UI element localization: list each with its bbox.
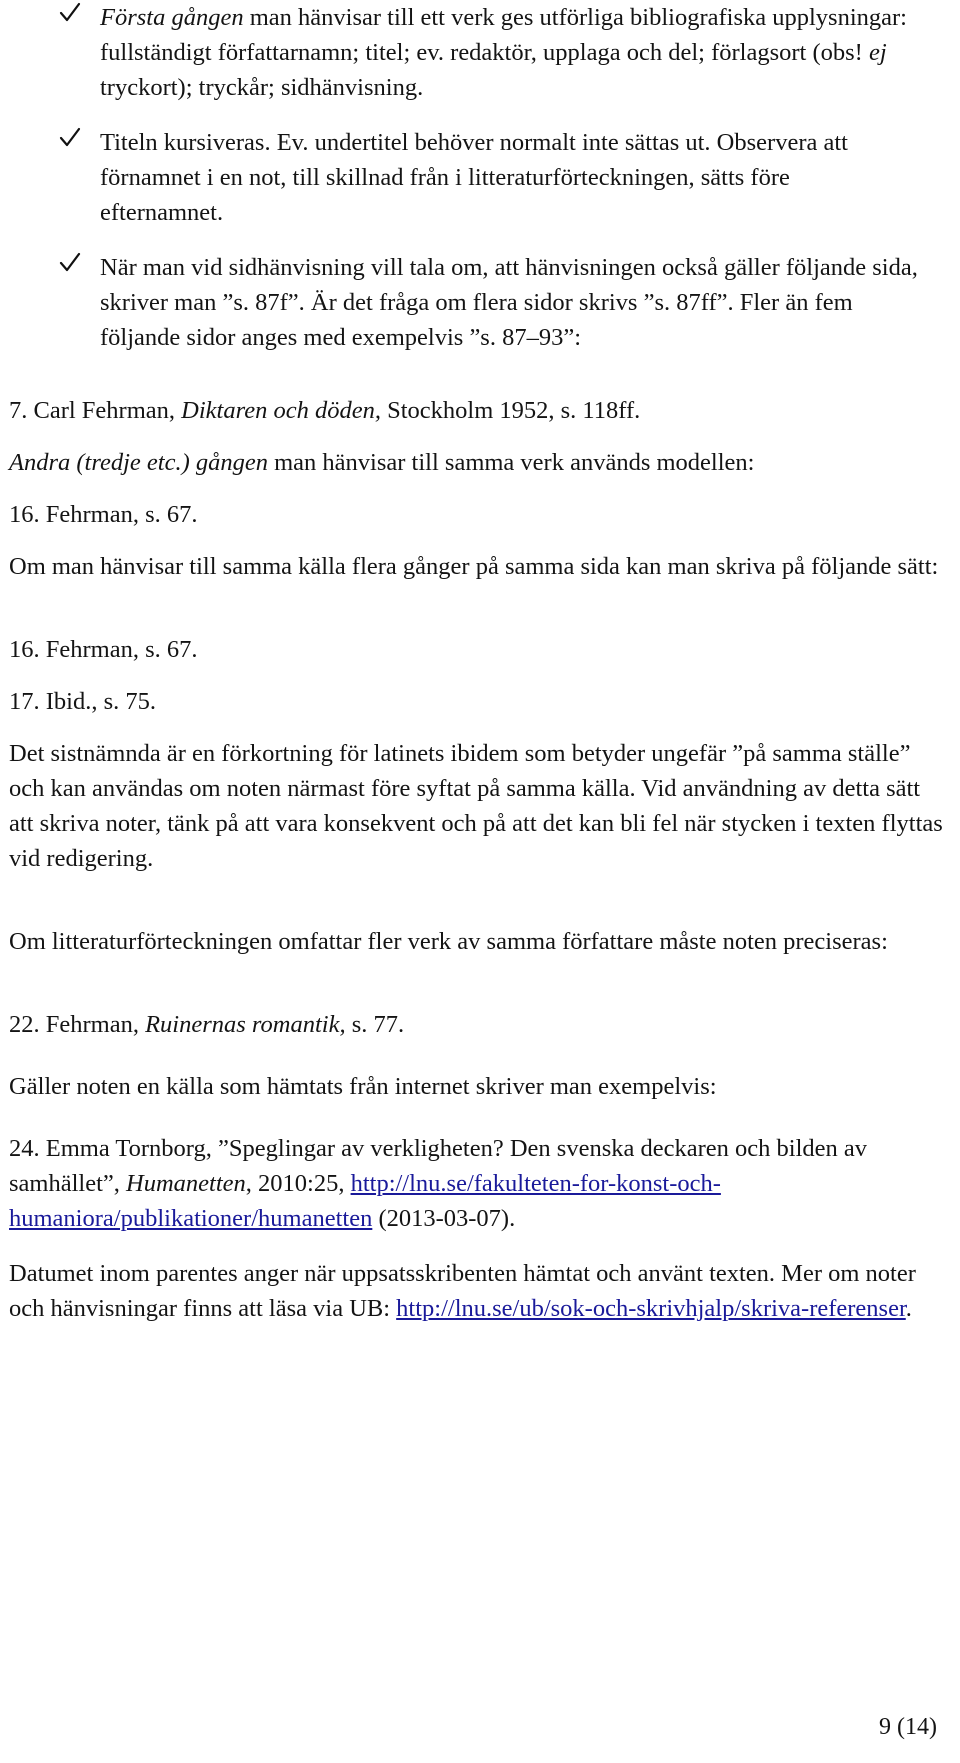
paragraph-same-source: Om man hänvisar till samma källa flera gånger på samma sida kan man skriva på följande sätt: <box>9 553 939 580</box>
humanetten-link[interactable]: http://lnu.se/fakulteten-for-konst-och-humaniora/publikationer/humanetten <box>9 1170 721 1232</box>
footnote-16-second: 16. Fehrman, s. 67. <box>9 636 198 663</box>
footnote-22: 22. Fehrman, Ruinernas romantik, s. 77. <box>9 1011 405 1038</box>
ub-references-link[interactable]: http://lnu.se/ub/sok-och-skrivhjalp/skriva-referenser <box>396 1295 906 1322</box>
bullet-text: Första gången man hänvisar till ett verk ges utförliga bibliografiska upplysningar: fullständigt författarnamn; titel; ev. redaktör, upplaga och del; förlagsort (obs! ej tryckort); tryckår; sidhänvisning. <box>100 4 907 101</box>
footnote-17: 17. Ibid., s. 75. <box>9 688 156 715</box>
footnote-24: 24. Emma Tornborg, ”Speglingar av verkligheten? Den svenska deckaren och bilden av samhället”, Humanetten, 2010:25, http://lnu.se/fakulteten-for-konst-och-humaniora/publikationer/humanetten (2013-03-07). <box>9 1135 868 1232</box>
page-number: 9 (14) <box>879 1714 937 1740</box>
paragraph-internet-source: Gäller noten en källa som hämtats från internet skriver man exempelvis: <box>9 1073 717 1100</box>
paragraph-retrieval-date: Datumet inom parentes anger när uppsatsskribenten hämtat och använt texten. Mer om noter och hänvisningar finns att läsa via UB: http://lnu.se/ub/sok-och-skrivhjalp/skriva-referenser. <box>9 1260 916 1322</box>
checkmark-icon <box>59 126 81 148</box>
paragraph-second-reference: Andra (tredje etc.) gången man hänvisar till samma verk används modellen: <box>9 449 755 476</box>
checkmark-icon <box>59 1 81 23</box>
footnote-16-first: 16. Fehrman, s. 67. <box>9 501 198 528</box>
paragraph-multiple-works: Om litteraturförteckningen omfattar fler verk av samma författare måste noten preciseras: <box>9 928 888 955</box>
checkmark-icon <box>59 251 81 273</box>
bullet-text: Titeln kursiveras. Ev. undertitel behöver normalt inte sättas ut. Observera att förnamnet i en not, till skillnad från i litteraturförteckningen, sätts före efternamnet. <box>100 129 848 226</box>
paragraph-ibid: Det sistnämnda är en förkortning för latinets ibidem som betyder ungefär ”på samma ställe” och kan användas om noten närmast före syftat på samma källa. Vid användning av detta sätt att skriva noter, tänk på att vara konsekvent och på att det kan bli fel när stycken i texten flyttas vid redigering. <box>9 740 943 872</box>
bullet-text: När man vid sidhänvisning vill tala om, att hänvisningen också gäller följande sida, skriver man ”s. 87f”. Är det fråga om flera sidor skrivs ”s. 87ff”. Fler än fem följande sidor anges med exempelvis ”s. 87–93”: <box>100 254 918 351</box>
footnote-7: 7. Carl Fehrman, Diktaren och döden, Stockholm 1952, s. 118ff. <box>9 397 641 424</box>
